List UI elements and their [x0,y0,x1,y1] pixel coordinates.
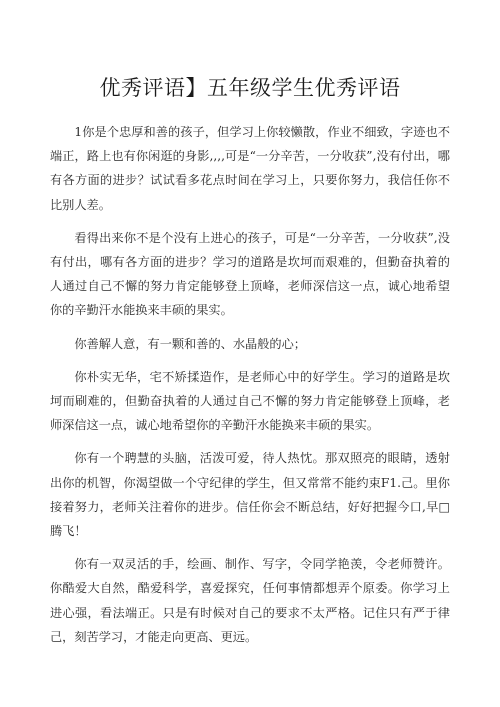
document-body [0,120,500,658]
paragraph-6: 你有一双灵活的手，绘画、制作、写字，令同学艳羡，令老师赞许。你酷爱大自然，酷爱科学，喜爱探究，任何事情都想弄个原委。你学习上进心强，看法端正。只是有时候对自己的要求不太严格。记住只有严于律己，刻苦学习，才能走向更高、更远。 [50,557,450,644]
paragraph-4: 你朴实无华，宅不矫揉造作，是老师心中的好学生。学习的道路是坎坷而刷难的，但勤奋执着的人通过自己不懈的努力肯定能够登上顶峰，老师深信这一点，诚心地希望你的辛勤汗水能换来丰硕的果实。 [50,369,450,433]
paragraph-2: 看得出来你不是个没有上进心的孩子，可是“一分辛苦，一分收获”,没有付出，哪有各方面的进步？学习的道路是坎坷而艰难的，但勤奋执着的人通过自己不懈的努力肯定能够登上顶峰，老师深信这一点，诚心地希望你的辛勤汗水能换来丰硕的果实。 [50,230,450,318]
paragraph-5: 你有一个聘慧的头脑，活泼可爱，待人热忱。那双照亮的眼睛，透射出你的机智，你渴望做一个守纪律的学生，但又常常不能约束F1.己。里你接着努力，老师关注着你的进步。信任你会不断总结，好好把握今口,早□腾飞！ [50,451,450,539]
document-title: 优秀评语】五年级学生优秀评语 [99,76,401,100]
paragraph-1: 1你是个忠厚和善的孩子，但学习上你较懒散，作业不细致，字迹也不端正，路上也有你闲逛的身影,,,,可是“一分辛苦，一分收获”,没有付出，哪有各方面的进步？试试看多花点时间在学习上，只要你努力，我信任你不比别人差。 [50,125,450,212]
paragraph-3: 你善解人意，有一颗和善的、水晶般的心； [74,336,306,351]
